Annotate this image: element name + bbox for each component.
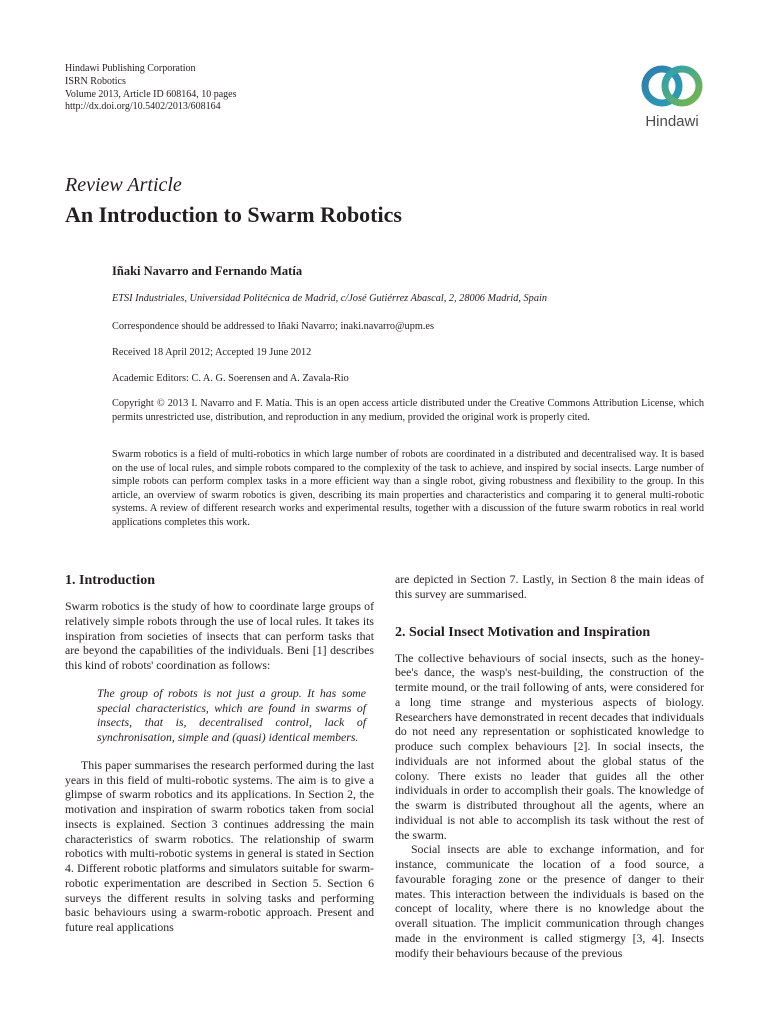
block-quote: The group of robots is not just a group. It has some special characteristics, which are found in swarms of insects, that is, decentralised control, lack of synchronisation, simple and (quasi) identical members. <box>97 685 366 744</box>
academic-editors: Academic Editors: C. A. G. Soerensen and A. Zavala-Rio <box>112 373 349 384</box>
body-paragraph: The collective behaviours of social insects, such as the honey-bee's dance, the wasp's nest-building, the construction of the termite mound, or the trail following of ants, were considered for a long time strange and mysterious aspects of biology. Researchers have demonstrated in recent decades that individuals do not need any representation or sophisticated knowledge to produce such complex behaviours [2]. In social insects, the individuals are not informed about the global status of the colony. There exists no leader that guides all the other individuals in order to accomplish their goals. The knowledge of the swarm is distributed throughout all the agents, where an individual is not able to accomplish its task without the rest of the swarm. <box>395 650 704 842</box>
correspondence: Correspondence should be addressed to Iñaki Navarro; inaki.navarro@upm.es <box>112 321 435 332</box>
journal-name: ISRN Robotics <box>65 75 126 87</box>
volume-line: Volume 2013, Article ID 608164, 10 pages <box>65 88 237 100</box>
body-paragraph: are depicted in Section 7. Lastly, in Section 8 the main ideas of this survey are summarised. <box>395 572 704 601</box>
copyright-notice: Copyright © 2013 I. Navarro and F. Matía. This is an open access article distributed under the Creative Commons Attribution License, which permits unrestricted use, distribution, and reproduction in any medium, provided the original work is properly cited. <box>112 398 704 423</box>
body-paragraph: This paper summarises the research performed during the last years in this field of multi-robotic systems. The aim is to give a glimpse of swarm robotics and its applications. In Section 2, the motivation and inspiration of swarm robotics taken from social insects is explained. Section 3 continues addressing the main characteristics of swarm robotics. The relationship of swarm robotics with multi-robotic systems in general is stated in Section 4. Different robotic platforms and simulators suitable for swarm-robotic experimentation are described in Section 5. Section 6 surveys the different results in solving tasks and performing basic behaviours using a swarm-robotic approach. Present and future real applications <box>65 757 374 934</box>
author-list: Iñaki Navarro and Fernando Matía <box>112 264 303 278</box>
publisher-name: Hindawi Publishing Corporation <box>65 63 196 74</box>
abstract: Swarm robotics is a field of multi-robotics in which large number of robots are coordinated in a distributed and decentralised way. It is based on the use of local rules, and simple robots compared to the complexity of the task to achieve, and inspired by social insects. Large number of simple robots can perform complex tasks in a more efficient way than a single robot, giving robustness and flexibility to the group. In this article, an overview of swarm robotics is given, describing its main properties and characteristics and comparing it to general multi-robotic systems. A review of different research works and experimental results, together with a discussion of the future swarm robotics in real world applications completes this work. <box>112 449 704 528</box>
body-paragraph: Social insects are able to exchange information, and for instance, communicate the location of a food source, a favourable foraging zone or the presence of danger to their mates. This interaction between the individuals is based on the concept of locality, where there is no knowledge about the overall situation. The implicit communication through changes made in the environment is called stigmergy [3, 4]. Insects modify their behaviours because of the previous <box>395 842 704 960</box>
left-column <box>65 572 374 935</box>
article-title: An Introduction to Swarm Robotics <box>65 202 402 227</box>
doi-link[interactable]: http://dx.doi.org/10.5402/2013/608164 <box>65 101 221 113</box>
affiliation: ETSI Industriales, Universidad Politécnica de Madrid, c/José Gutiérrez Abascal, 2, 28006 Madrid, Spain <box>112 293 547 304</box>
logo-wordmark: Hindawi <box>645 113 699 130</box>
logo-rings-icon <box>638 60 706 112</box>
section-heading-introduction: 1. Introduction <box>65 573 155 588</box>
running-head <box>65 63 236 114</box>
body-paragraph: Swarm robotics is the study of how to coordinate large groups of relatively simple robots through the use of local rules. It takes its inspiration from societies of insects that can perform tasks that are beyond the capabilities of the individuals. Beni [1] describes this kind of robots' coordination as follows: <box>65 599 374 672</box>
right-column <box>395 572 704 960</box>
hindawi-logo <box>632 60 712 136</box>
received-accepted-dates: Received 18 April 2012; Accepted 19 June 2012 <box>112 347 312 358</box>
article-type: Review Article <box>65 174 182 196</box>
section-heading-social-insects: 2. Social Insect Motivation and Inspiration <box>395 624 651 640</box>
